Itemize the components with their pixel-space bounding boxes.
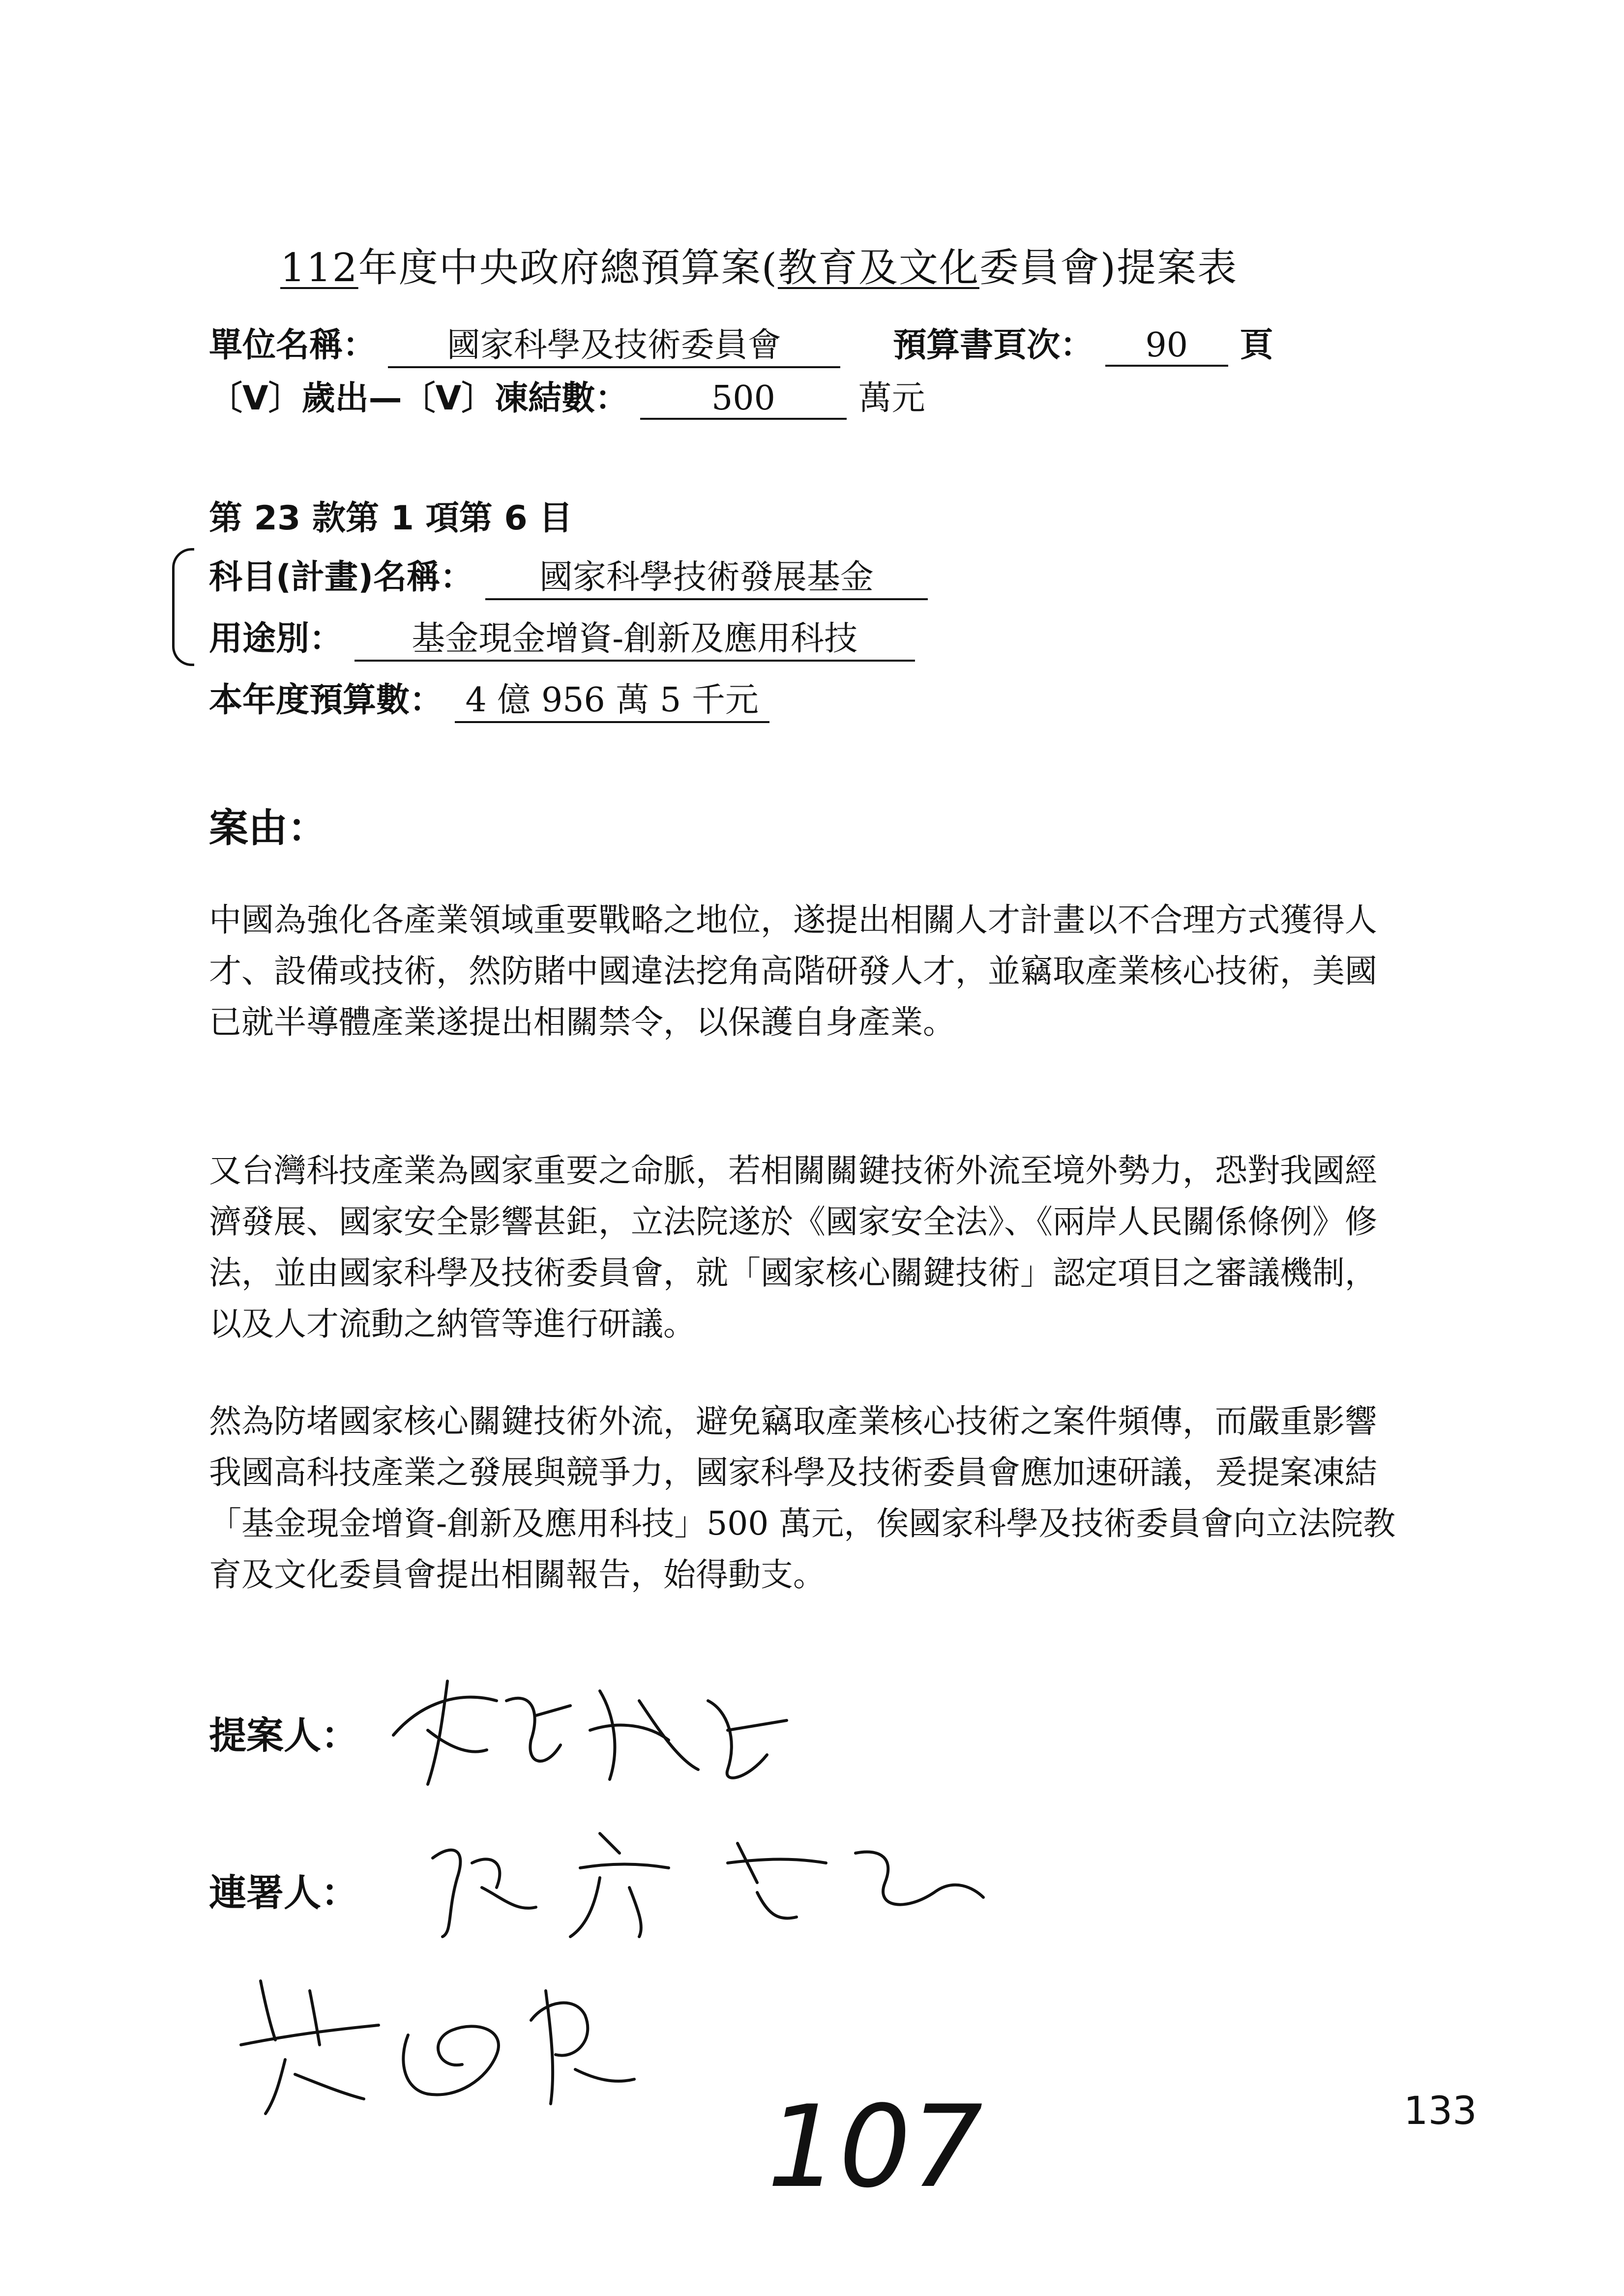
proposer-signature (384, 1671, 826, 1789)
page-ref-suffix: 頁 (1240, 326, 1273, 365)
freeze-row (209, 372, 925, 420)
use-row (209, 612, 915, 662)
page-title (280, 236, 1238, 292)
page-ref-label: 預算書頁次： (893, 326, 1094, 365)
unit-label: 單位名稱： (209, 326, 377, 365)
title-year: 112 (280, 245, 358, 291)
unit-value: 國家科學及技術委員會 (388, 319, 840, 368)
page-number: 133 (1404, 2089, 1477, 2133)
reason-paragraph-2: 又台灣科技產業為國家重要之命脈，若相關關鍵技術外流至境外勢力，恐對我國經濟發展、國家安全影響甚鉅，立法院遂於《國家安全法》、《兩岸人民關係條例》修法，並由國家科學及技術委員會，就「國家核心關鍵技術」認定項目之審議機制，以及人才流動之納管等進行研議。 (209, 1152, 1377, 1343)
unit-row (209, 319, 1273, 368)
page-ref-value: 90 (1105, 326, 1228, 367)
proposer-label: 提案人： (209, 1714, 358, 1757)
subject-value: 國家科學技術發展基金 (485, 551, 928, 600)
budget-value: 4 億 956 萬 5 千元 (455, 673, 769, 723)
subject-label: 科目(計畫)名稱： (209, 558, 474, 597)
subject-row (209, 551, 928, 600)
use-label: 用途別： (209, 619, 343, 658)
item-heading: 第 23 款第 1 項第 6 目 (209, 499, 573, 538)
title-committee: 教育及文化 (777, 245, 979, 291)
bracket-decoration (172, 548, 194, 666)
handwritten-number: 107 (767, 2082, 983, 2213)
budget-row (209, 673, 769, 723)
title-end: 委員會)提案表 (979, 245, 1238, 291)
freeze-suffix: 萬元 (858, 379, 925, 418)
cosigner-label: 連署人： (209, 1871, 358, 1915)
reason-paragraph-1: 中國為強化各產業領域重要戰略之地位，遂提出相關人才計畫以不合理方式獲得人才、設備或技術，然防賭中國違法挖角高階研發人才，並竊取產業核心技術，美國已就半導體產業遂提出相關禁令，以保護自身產業。 (209, 901, 1377, 1041)
reason-paragraph-3: 然為防堵國家核心關鍵技術外流，避免竊取產業核心技術之案件頻傳，而嚴重影響我國高科技產業之發展與競爭力，國家科學及技術委員會應加速研議，爰提案凍結「基金現金增資-創新及應用科技」500 萬元，俟國家科學及技術委員會向立法院教育及文化委員會提出相關報告，始得動支。 (209, 1402, 1396, 1594)
freeze-label: 〔V〕歲出—〔V〕凍結數： (209, 379, 629, 418)
reason-heading: 案由： (209, 805, 327, 851)
use-value: 基金現金增資-創新及應用科技 (354, 612, 915, 662)
title-mid: 年度中央政府總預算案( (358, 245, 778, 291)
cosigner-signature-1 (423, 1814, 1013, 1942)
freeze-value: 500 (640, 379, 847, 420)
cosigner-signature-2 (231, 1961, 674, 2123)
budget-label: 本年度預算數： (209, 681, 443, 720)
